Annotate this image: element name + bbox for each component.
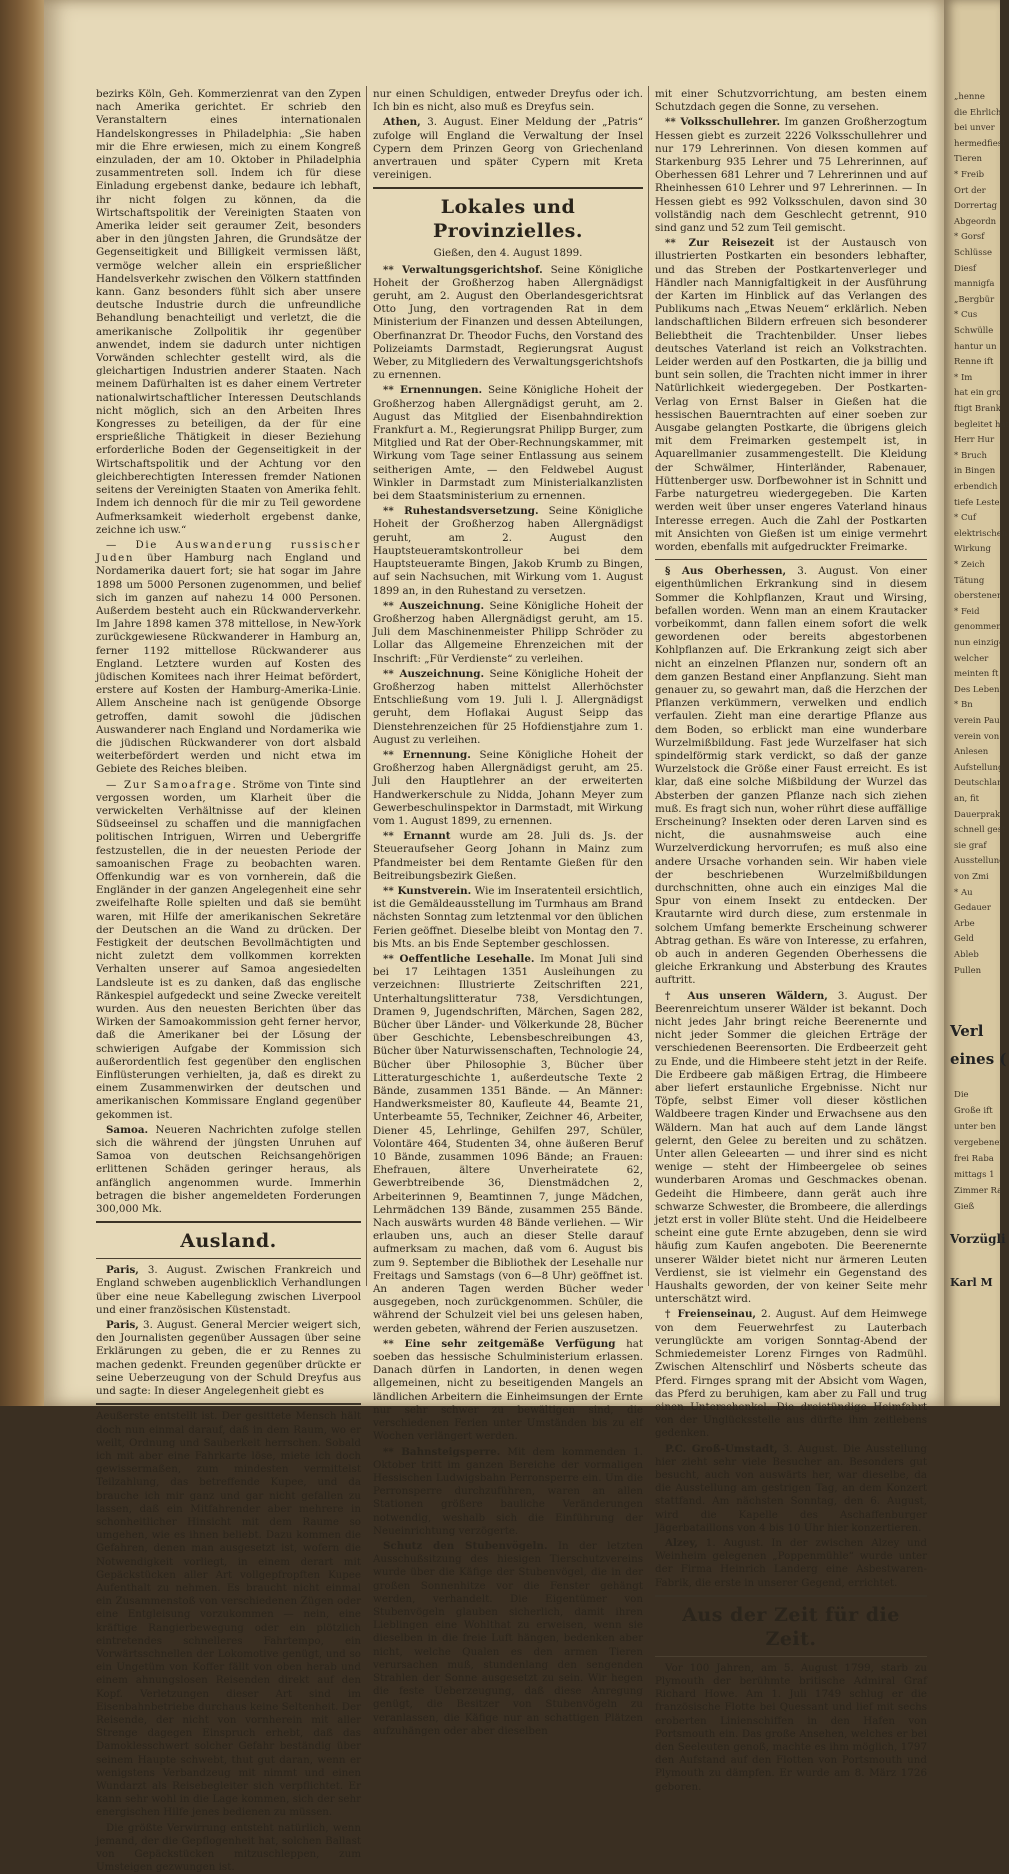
paragraph — [373, 1338, 643, 1444]
article-lead: Paris, — [106, 1319, 139, 1332]
adjacent-line: Herr Hur — [954, 435, 995, 446]
paragraph — [373, 1540, 643, 1738]
adjacent-line: Die — [954, 1090, 969, 1100]
article-text: Im ganzen Großherzogtum Hessen giebt es zurzeit 2226 Volksschullehrer und nur 179 Lehrerinnen. Von diesen kommen auf Starkenburg 935 Lehrer und 75 Lehrerinnen, auf Oberhessen 681 Lehrer und 7 Lehrerinnen und auf Rheinhessen 610 Lehrer und 97 Lehrerinnen. — In Hessen giebt es 992 Volksschulen, davon sind 30 vollständig nach dem Geschlecht getrennt, 910 sind ganz und 52 zum Teil gemischt. — [655, 116, 927, 235]
adjacent-line: Des Lebens — [954, 684, 1004, 695]
section-divider — [655, 1656, 927, 1657]
adjacent-line: hat ein gro — [954, 388, 1002, 399]
adjacent-line: in Bingen — [954, 466, 996, 477]
adjacent-line: erbendich — [954, 482, 998, 492]
adjacent-line: Abgeordn — [954, 216, 997, 227]
article-lead: ** Auszeichnung. — [383, 599, 485, 612]
adjacent-line: Schlüsse — [954, 248, 993, 258]
adjacent-line: „Bergbür — [954, 294, 995, 305]
adjacent-line: * Zeich — [954, 560, 985, 570]
adjacent-line: hantur un — [954, 341, 997, 352]
adjacent-line: Geld — [954, 934, 974, 945]
article-lead: Alzey, — [665, 1536, 698, 1549]
paragraph — [96, 1264, 361, 1317]
adjacent-line: welcher — [954, 653, 989, 664]
adjacent-line: Dorrertag — [954, 201, 998, 212]
adjacent-line: hermedfiest — [954, 138, 1006, 149]
article-lead: ** Ernennung. — [383, 748, 471, 761]
paragraph: bezirks Köln, Geh. Kommerzienrat van den Zypen nach Amerika gerichtet. Er schrieb den Veranstaltern eines internationalen Handelskongresses in Philadelphia: „Sie haben mir die Ehre erwiesen, mich zu einem Kongreß einzuladen, der am 10. Oktober in Philadelphia zusammentreten soll. Indem ich für diese Einladung ergebenst danke, bedaure ich lebhaft, ihr nicht folgen zu können, da die Wirtschaftspolitik der Vereinigten Staaten von Amerika leider seit geraumer Zeit, besonders aber in den jüngsten Jahren, die Grundsätze der Gegenseitigkeit und Billigkeit vermissen läßt, vermöge welcher allein ein ersprießlicher Handelsverkehr zwischen den Völkern stattfinden kann. Ganz besonders fühlt sich aber unsere deutsche Industrie durch die unfreundliche Behandlung benachteiligt und verletzt, die die amerikanische Zollpolitik ihr gegenüber anwendet, indem sie dadurch unter nichtigen Vorwänden schlechter gestellt wird, als die gleichartigen Industrien anderer Staaten. Nach meinem Dafürhalten ist es daher einem Vertreter nationalwirtschaftlicher Interessen Deutschlands nicht möglich, sich an den Arbeiten Ihres Kongresses zu beteiligen, da der für eine ersprießliche Thätigkeit in dieser Beziehung erforderliche Boden der Gegenseitigkeit in der Wirtschaftspolitik und der Achtung vor den gleichberechtigten Interessen fremder Nationen seitens der Vereinigten Staaten von Amerika fehlt. Indem ich dennoch für die mir zu Teil gewordene Aufmerksamkeit wiederholt ergebenst danke, zeichne ich usw.“ — [96, 88, 361, 536]
adjacent-line: Ausstellung — [954, 856, 1005, 867]
article-lead: ** Oeffentliche Lesehalle. — [383, 952, 535, 965]
paragraph — [655, 116, 927, 235]
article-text: über Hamburg nach England und Nordamerika dauert fort; sie hat sogar im Jahre 1898 um 5000 Personen zugenommen, und belief sich im ganzen auf nahezu 14 000 Personen. Außerdem besteht auch ein Rückwanderverkehr. Im Jahre 1898 kamen 378 mittellose, in New-York zurückgewiesene Rückwanderer in Hamburg an, ferner 1192 mittellose Rückwanderer aus England. Letztere wurden auf Kosten des jüdischen Komitees nach ihrer Heimat befördert, erstere auf Kosten der Hamburg-Amerika-Linie. Allem Anscheine nach ist genügende Obsorge getroffen, damit sowohl die jüdischen Auswanderer nach England und Nordamerika wie die jüdischen Rückwanderer von dort alsbald weiterbefördert werden und nicht etwa im Gebiete des Reiches bleiben. — [96, 552, 361, 776]
paragraph — [373, 668, 643, 747]
article-text: ist der Austausch von illustrierten Postkarten ein besonders lebhafter, und das Streben der Postkartenverleger und Händler nach Mannigfaltigkeit in der Ausführung der Karten im Hinblick auf das Verlangen des Publikums nach „Etwas Neuem“ erklärlich. Neben landschaftlichen Bildern erfreuen sich besonderer Beliebtheit die Trachtenbilder. Unser liebes deutsches Vaterland ist reich an Volkstrachten. Leider werden auf den Postkarten, die ja billig und bunt sein sollen, die Trachten nicht immer in ihrer Natürlichkeit wiedergegeben. Der Postkarten-Verlag von Ernst Balser in Gießen hat die hessischen Bauerntrachten auf einer soeben zur Ausgabe gelangten Postkarte, die übrigens gleich mit dem Freimarken gestempelt ist, in Aquarellmanier zusammengestellt. Die Kleidung der Schwälmer, Hinterländer, Rabenauer, Hüttenberger usw. Dorfbewohner ist in Schnitt und Farbe naturgetreu wiedergegeben. Die Karten werden weit über unser engeres Vaterland hinaus Interesse erregen. Auch die Zahl der Postkarten mit Ansichten von Gießen ist um einige vermehrt worden, ebenfalls mit aufgedruckter Freimarke. — [655, 237, 927, 553]
column-1 — [96, 88, 361, 1874]
adjacent-line: Tieren — [954, 154, 982, 165]
paragraph — [373, 264, 643, 383]
article-lead: † Aus unseren Wäldern, — [665, 989, 828, 1002]
adjacent-line: * Freib — [954, 170, 985, 180]
paragraph — [655, 237, 927, 554]
article-lead: ** Volksschullehrer. — [665, 116, 781, 129]
article-lead: — Zur Samoafrage. — [106, 778, 238, 791]
article-text: Im Monat Juli sind bei 17 Leihtagen 1351 Ausleihungen zu verzeichnen: Illustrierte Zeitschriften 221, Unterhaltungslitteratur 738, Versdichtungen, Dramen 9, Jugendschriften, Märchen, Sagen 282, Bücher über Länder- und Völkerkunde 28, Bücher über Geschichte, Lebensbeschreibungen 43, Bücher über Naturwissenschaften, Technologie 24, Bücher über Philosophie 3, Bücher über Litteraturgeschichte 1, außerdeutsche Texte 2 Bände, zusammen 1351 Bände. — An Männer: Handwerksmeister 80, Kaufleute 44, Beamte 21, Unterbeamte 55, Techniker, Zeichner 46, Arbeiter, Diener 45, Lehrlinge, Gehilfen 297, Schüler, Volontäre 464, Studenten 34, ohne äußeren Beruf 10 Bände, zusammen 1096 Bände; an Frauen: Ehefrauen, ältere Unverheiratete 62, Gewerbtreibende 36, Dienstmädchen 2, Arbeiterinnen 9, Beamtinnen 7, junge Mädchen, Lehrmädchen 139 Bände, zusammen 255 Bände. Nach auswärts wurden 48 Bände verliehen. — Wir erlauben uns, auch an dieser Stelle darauf aufmerksam zu machen, daß vom 6. August bis zum 9. September die Bibliothek der Lesehalle nur Freitags und Samstags (von 6—8 Uhr) geöffnet ist. An anderen Tagen werden Bücher weder ausgegeben, noch zurückgenommen. Schüler, die während der Schulzeit viel bei uns gelesen haben, werden gebeten, während der Ferien auszusetzen. — [373, 952, 643, 1335]
adjacent-line: Wirkung — [954, 544, 991, 555]
section-heading-lokales: Lokales und Provinzielles. — [433, 196, 583, 243]
adjacent-line: Ableb — [954, 950, 979, 960]
paragraph: Aeußerste entstellt ist. Der gesittete Mensch hält doch nun einmal darauf, daß in dem Raum, wo er weilt, Ordnung und Sauberkeit herrschen. Sobald ich mit aber eine Fahrkarte löse, miete ich doch gewissermaßen, zum mindesten vermittelst Teilzahlung, das betreffende Kupee, und da brauche ich mir ganz und gar nicht gefallen zu lassen, daß ein Mitfahrender aber mehrere in schonheitlicher Hinsicht mit dem Raume so umgehen, wie es ihnen beliebt. Dazu kommen die Gefahren, denen man ausgesetzt ist, wofern die Notwendigkeit vorliegt, in einem derart mit Gepäckstücken aller Art vollgepfropften Kupee Aufenthalt zu nehmen. Es braucht nicht einmal ein Zusammenstoß von verschiedenen Zügen oder eine Entgleisung vorzukommen — nein, eine kräftige Rangierbewegung oder ein plötzlich eintretendes schnelleres Fahrtempo, ein Vorwärtsschnellen der Lokomotive genügt, und so ein Ungetüm von Koffer fällt von oben herab und einem ahnungslosen Reisenden direkt auf den Kopf. Verletzungen dieser Art sind im Eisenbahnbetriebe durchaus keine Seltenheit. Der Reisende, der nicht von vornherein mit aller Strenge dagegen Einspruch erhebt, daß das Damoklesschwert solcher Gefahr beständig über seinem Haupte schwebt, thut gut daran, wenn er wenigstens Verbandzeug mit nimmt und einen Wundarzt als Reisebegleiter sich verpflichtet. Er kann sehr wohl in die Lage kommen, sich der sehr energischen Hilfe jenes bedienen zu müssen. — [96, 1410, 361, 1819]
article-text: 1. August. In der zwischen Alzey und Weinheim gelegenen „Poppenmühle“ wurde unter der Firma Heinrich Landerg eine Asbestwaren-Fabrik, die erste in unserer Gegend, errichtet. — [655, 1536, 927, 1589]
paragraph — [373, 505, 643, 597]
adjacent-line: meinten ft — [954, 669, 999, 680]
article-text: 3. August. Einer Meldung der „Patris“ zufolge will England die Verwaltung der Insel Cypern dem Prinzen Georg von Griechenland anvertrauen und später Cypern mit Kreta vereinigen. — [373, 116, 643, 182]
article-text: Seine Königliche Hoheit der Großherzog haben Allergnädigst geruht, am 2. August das Mitglied der Eisenbahndirektion Frankfurt a. M., Regierungsrat Philipp Burger, zum Mitglied und Rat der Ober-Rechnungskammer, mit Wirkung vom Tage seiner Entlassung aus seinem seitherigen Amte, — den Feldwebel August Winkler in Darmstadt zum Ministerialkanzlisten bei dem Staatsministerium zu ernennen. — [373, 384, 643, 503]
article-text: 3. August. Die Ausstellung hier zieht sehr viele Besucher an. Besonders gut besucht, auch von auswärts her, war dieselbe, da die Ausstellung am gestrigen Tag, an dem Konzert stattfand. Am nächsten Sonntag, den 6. August, wird die Kapelle des Aschaffenburger Jägerbataillons von 4 bis 10 Uhr hier konzertieren. — [655, 1442, 927, 1534]
adjacent-line: * Bruch — [954, 450, 987, 461]
adjacent-line: * Cuf — [954, 513, 977, 524]
article-text: 3. August. General Mercier weigert sich, den Journalisten gegenüber Aussagen über seine Erklärungen zu geben, die er zu Rennes zu machen gedenkt. Freunden gegenüber drückte er seine Ueberzeugung von der Schuld Dreyfus aus und sagte: In dieser Angelegenheit giebt es — [96, 1319, 361, 1398]
paragraph — [373, 1446, 643, 1538]
adjacent-line: Ort der — [954, 185, 986, 196]
article-text: Seine Königliche Hoheit der Großherzog haben Allergnädigst geruht, am 15. Juli dem Maschinenmeister Philipp Schröder zu Lollar das Allgemeine Ehrenzeichen mit der Inschrift: „Für Verdienste“ zu verleihen. — [373, 599, 644, 665]
article-lead: ** Eine sehr zeitgemäße Verfügung — [383, 1337, 616, 1350]
feuilleton-divider — [96, 1403, 361, 1405]
paragraph — [373, 600, 643, 666]
dateline: Gießen, den 4. August 1899. — [433, 247, 583, 260]
paragraph — [655, 990, 927, 1307]
paragraph — [96, 779, 361, 1122]
article-text: Ströme von Tinte sind vergossen worden, um Klarheit über die verwickelten Verhältnisse auf der kleinen Südseeinsel zu schaffen und die mannigfachen politischen Intriguen, Wirren und Uebergriffe festzustellen, die in der neuesten Periode der samoanischen Frage zu beobachten waren. Offenkundig war es von vornherein, daß die Engländer in der ganzen Angelegenheit eine sehr zweifelhafte Rolle spielten und daß sie bemüht waren, mit Hilfe der amerikanischen Sekretäre der Deutschen an die Wand zu drücken. Der Festigkeit der deutschen Bevollmächtigten und nicht zuletzt dem vollkommen korrekten Verhalten unserer auf Samoa angesiedelten Landsleute ist es zu danken, daß das englische Ränkespiel aufgedeckt und seine Zwecke vereitelt wurden. Aus den neuesten Berichten über das Wirken der Samoakommission geht ferner hervor, daß die Amerikaner bei der Lösung der schwierigen Aufgabe der Kommission sich außerordentlich fest gegenüber den englischen Einflüsterungen verhielten, ja, daß es direkt zu einem Zusammenwirken der deutschen und amerikanischen Kommissare England gegenüber gekommen ist. — [96, 778, 361, 1121]
article-lead: ** Kunstverein. — [383, 884, 472, 897]
paragraph — [96, 1319, 361, 1398]
section-divider — [96, 1221, 361, 1223]
adjacent-line: * Au — [954, 887, 973, 898]
adjacent-line: „henne — [954, 92, 985, 102]
article-lead: § Aus Oberhessen, — [665, 565, 787, 578]
section-heading-ausland: Ausland. — [180, 1230, 277, 1253]
adjacent-heading-1: Verl — [950, 1022, 984, 1040]
paragraph: Vor 100 Jahren, am 5. August 1799, starb zu Plymouth der berühmte britische Admiral Graf Richard Howe. Am 1. Juli 1749 schlug er die französische Flotte bei Quessant und lief mit sechs eroberten Linienschiffen in den Hafen von Portsmouth ein. Das große Ansehen, welches er bei den Seeleuten genoß, machte es ihm möglich, 1797 den Aufstand auf den Flotten von Portsmouth und Plymouth zu dämpfen. Er wurde am 8. März 1726 geboren. — [655, 1661, 927, 1793]
adjacent-line: Große ift — [954, 1106, 993, 1116]
article-lead: Athen, — [383, 116, 421, 129]
article-lead: Paris, — [106, 1264, 139, 1277]
article-lead: † Freienseinau, — [665, 1308, 757, 1321]
section-heading-zeit: Aus der Zeit für die Zeit. — [682, 1603, 900, 1650]
adjacent-line: Renne ift — [954, 357, 994, 368]
adjacent-line: bei unver — [954, 123, 995, 134]
article-lead: ** Auszeichnung. — [383, 667, 485, 680]
adjacent-heading-4: Karl M — [950, 1276, 993, 1289]
adjacent-line: unter ben — [954, 1122, 997, 1132]
column-3 — [655, 88, 927, 1793]
adjacent-line: Zimmer Ra — [954, 1186, 1003, 1196]
paragraph: nur einen Schuldigen, entweder Dreyfus oder ich. Ich bin es nicht, also muß es Dreyfus sein. — [373, 88, 643, 114]
adjacent-line: Gieß — [954, 1202, 975, 1212]
adjacent-heading-3: Vorzügli — [950, 1232, 1006, 1246]
article-text: 2. August. Auf dem Heimwege von dem Feuerwehrfest zu Lauterbach verunglückte am vorigen Sonntag-Abend der Schmiedemeister Lorenz Firnges von Radmühl. Zwischen Altenschlirf und Nösberts scheute das Pferd. Firnges sprang mit der Absicht vom Wagen, das Pferd zu beruhigen, kam aber zu Fall und trug einen Unterschenkel. Die dreistündige Heimfahrt von der Unglücksstelle aus dürfte ihm zeitlebens gedenken. — [655, 1308, 927, 1440]
adjacent-line: verein von — [954, 731, 1000, 742]
adjacent-line: vergebenen — [954, 1138, 1005, 1148]
adjacent-line: von Zmi — [954, 872, 989, 882]
article-text: 3. August. Von einer eigenthümlichen Erkrankung sind in diesem Sommer die Kohlpflanzen, Kraut und Wirsing, befallen worden. Wenn man an einem Krautacker vorbeikommt, dann fallen einem sofort die welk gewordenen oder bereits abgestorbenen Kohlpflanzen auf. Die Erkrankung zeigt sich aber nicht an einzelnen Pflanzen nur, sondern oft an dem ganzen Bestand einer Anpflanzung. Sieht man genauer zu, so gewahrt man, daß die Herzchen der Pflanzen verkümmern, verwelken und endlich verfaulen. Zieht man eine derartige Pflanze aus dem Boden, so erblickt man eine wunderbare Wurzelmißbildung. Fast jede Wurzelfaser hat sich spindelförmig stark verdickt, so daß der ganze Wurzelstock die Größe einer Faust erreicht. Es ist klar, daß eine solche Mißbildung der Wurzel das Absterben der ganzen Pflanze nach sich ziehen muß. Es fragt sich nun, woher rührt diese auffällige Erscheinung? Insekten oder deren Larven sind es nicht, die ausnahmsweise auch eine Wurzelverdickung hervorrufen; es muß also eine andere Ursache vorhanden sein. Wir haben viele der beschriebenen Wurzelmißbildungen durchschnitten, ohne auch ein einziges Mal die Spur von einem Insekt zu entdecken. Der Krautarnte wird durch diese, zum erstenmale in solchem Umfang bemerkte Erscheinung schwerer Abtrag gethan. Es wäre von Interesse, zu erfahren, ob auch in anderen Gegenden Oberhessens die gleiche Erkrankung und Absterbung des Krautes auftritt. — [655, 565, 927, 987]
book-binding — [0, 0, 44, 1406]
article-text: Seine Königliche Hoheit der Großherzog haben Allergnädigst geruht, am 2. August den Oberlandesgerichtsrat Otto Jung, den vortragenden Rat in dem Ministerium der Finanzen und dessen Abteilungen, Oberfinanzrat Dr. Theodor Fuchs, den Vorstand des Polizeiamts Darmstadt, Regierungsrat August Weber, zu Mitgliedern des Verwaltungsgerichtshofs zu ernennen. — [373, 263, 643, 382]
article-text: Wie im Inseratenteil ersichtlich, ist die Gemäldeausstellung im Turmhaus am Brand nächsten Sonntag zum letztenmal vor den üblichen Ferien geöffnet. Dieselbe bleibt von Montag den 7. bis Mts. an bis Ende September geschlossen. — [373, 884, 643, 950]
adjacent-line: Pullen — [954, 965, 982, 976]
adjacent-line: mannigfa — [954, 279, 995, 290]
adjacent-line: an, fit — [954, 794, 980, 804]
column-rule-2 — [648, 86, 649, 1286]
paragraph — [655, 1308, 927, 1440]
paragraph — [373, 384, 643, 503]
adjacent-heading-2: eines ( — [950, 1050, 1007, 1068]
adjacent-line: Tätung — [954, 575, 985, 586]
paragraph — [373, 885, 643, 951]
column-rule-1 — [366, 86, 367, 1286]
adjacent-line: genommen — [954, 622, 1002, 633]
column-2 — [373, 88, 644, 1737]
article-lead: ** Verwaltungsgerichtshof. — [383, 263, 543, 276]
adjacent-line: * Feid — [954, 606, 980, 617]
article-text: Mit dem kommenden 1. Oktober tritt im ganzen Bereiche der vormaligen Hessischen Ludwigsbahn Perronsperre ein. Um die Perronsperre durchzuführen, waren an allen Stationen größere bauliche Veränderungen notwendig, weshalb sich die Einführung der Neueinrichtung verzögerte. — [373, 1445, 643, 1537]
section-divider — [655, 559, 927, 560]
paragraph — [96, 539, 361, 777]
adjacent-line: begleitet hat — [954, 419, 1009, 430]
adjacent-line: tiefe Leste — [954, 497, 1000, 508]
paragraph: mit einer Schutzvorrichtung, am besten einem Schutzdach gegen die Sonne, zu versehen. — [655, 88, 927, 114]
paragraph — [373, 953, 643, 1336]
article-lead: ** Ernannt — [383, 830, 451, 843]
adjacent-line: schnell gest — [954, 825, 1006, 836]
article-text: Seine Königliche Hoheit der Großherzog haben Allergnädigst geruht, am 25. Juli den Hauptlehrer an der erweiterten Handwerkerschule zu Nidda, Johann Meyer zum Gewerbeschulinspektor in Darmstadt, mit Wirkung vom 1. August 1899, zu ernennen. — [373, 748, 643, 827]
paragraph — [655, 1537, 927, 1590]
article-lead: ** Bahnsteigsperre. — [383, 1445, 501, 1458]
paragraph — [96, 1124, 361, 1216]
adjacent-line: elektrischen — [954, 528, 1008, 539]
section-divider — [96, 1258, 361, 1259]
adjacent-line: * Gorsf — [954, 232, 985, 243]
adjacent-line: mittags 1 — [954, 1170, 995, 1180]
adjacent-line: Gedauer — [954, 903, 991, 914]
article-text: In der letzten Ausschußsitzung des hiesigen Tierschutzvereins wurde über die Käfige der Stubenvögel, die in der großen Sonnenhitze vor die Fenster gehängt werden, verhandelt. Die Eigentümer von Stubenvögeln glauben sicherlich, damit ihren Lieblingen eine Wohlthat zu erweisen, wenn sie dieselben in die freie Luft hängen, bedenken aber nicht, welche Qualen es den armen Tieren verursachen muß, stundenlang den sengenden Strahlen der Sonne ausgesetzt zu sein. Wir hegen die feste Ueberzeugung, daß diese Anregung genügt, die Besitzer von Stubenvögeln zu veranlassen, die Käfige nur an schattigen Plätzen aufzuhängen oder aber dieselben — [373, 1539, 643, 1737]
article-lead: ** Zur Reisezeit — [665, 237, 775, 250]
adjacent-line: Anlesen — [954, 747, 989, 758]
adjacent-line: * Cus — [954, 310, 978, 321]
article-text: Seine Königliche Hoheit der Großherzog haben mittelst Allerhöchster Entschließung vom 19. Juli l. J. Allergnädigst geruht, dem Hoflakai August Seipp das Dienstehrenzeichen für 25 Hofdienstjahre zum 1. August zu verleihen. — [373, 667, 644, 746]
article-lead: Schutz den Stubenvögeln. — [383, 1539, 548, 1552]
adjacent-line: * Bn — [954, 700, 973, 711]
adjacent-line: Schwülle — [954, 326, 994, 336]
paragraph — [655, 1443, 927, 1535]
adjacent-page-fragment — [944, 0, 1009, 1406]
paragraph — [655, 565, 927, 988]
adjacent-line: Deutschlan — [954, 778, 1003, 789]
article-text: 3. August. Der Beerenreichtum unserer Wälder ist bekannt. Doch nicht jedes Jahr bringt reiche Beerenernte und nicht jeder Sommer die gleichen Erträge der verschiedenen Beerensorten. Die Erdbeerzeit geht zu Ende, und die Himbeere steht jetzt in der Reife. Die Erdbeere gab mäßigen Ertrag, die Himbeere aber liefert erstaunliche Ergebnisse. Nicht nur Töpfe, selbst Eimer voll dieser köstlichen Waldbeere tragen Kinder und Erwachsene aus den Wäldern. Man hat auch auf dem Lande längst gelernt, den Gelee zu bereiten und zu schätzen. Unter allen Geleearten — und ihrer sind es nicht wenige — steht der Himbeergelee ob seines wunderbaren Aromas und Geschmackes obenan. Gedeiht die Himbeere, dann gerät auch ihre schwarze Schwester, die Brombeere, die allerdings jetzt erst in voller Blüte steht. Und die Heidelbeere scheint eine gute Ernte abzugeben, denn sie wird häufig zum Kaufen angeboten. Die Beerenernte unserer Wälder bietet nicht nur ärmeren Leuten Verdienst, sie ist vielmehr ein Gegenstand des Haushalts geworden, der von keiner Seite mehr unterschätzt wird. — [655, 989, 927, 1306]
article-lead: — Die Auswanderung russischer Juden — [96, 538, 361, 565]
paragraph — [373, 116, 643, 182]
adjacent-line: ftigt Brank — [954, 404, 1001, 414]
section-divider — [373, 187, 643, 189]
adjacent-line: frei Raba — [954, 1154, 994, 1164]
paragraph — [373, 830, 643, 883]
article-lead: ** Ernennungen. — [383, 384, 483, 397]
paragraph — [373, 749, 643, 828]
article-text: 3. August. Zwischen Frankreich und England schweben augenblicklich Verhandlungen über eine neue Kabellegung zwischen Liverpool und einer französischen Küstenstadt. — [96, 1264, 361, 1316]
adjacent-line: sie graf — [954, 840, 987, 851]
article-lead: P.C. Groß-Umstadt, — [665, 1442, 778, 1455]
adjacent-line: verein Pau — [954, 716, 1000, 726]
adjacent-line: * Im — [954, 372, 973, 383]
adjacent-line: Dauerprak — [954, 809, 1001, 820]
article-text: Neueren Nachrichten zufolge stellen sich die während der jüngsten Unruhen auf Samoa von deutschen Reichsangehörigen erlittenen Schäden geringer heraus, als anfänglich angenommen wurde. Immerhin betragen die bisher angemeldeten Forderungen 300,000 Mk. — [96, 1123, 361, 1216]
paragraph: Die größte Verwirrung entsteht natürlich, wenn jemand, der die Gepflogenheit hat, solchen Ballast von Gepäckstücken mitzuschleppen, zum Umsteigen gezwungen ist. — [96, 1821, 361, 1874]
article-lead: Samoa. — [106, 1123, 149, 1136]
article-text: wurde am 28. Juli ds. Js. der Steueraufseher Georg Johann in Mainz zum Pfandmeister bei dem Rentamte Gießen für den Beitreibungsbezirk Gießen. — [373, 830, 644, 882]
adjacent-line: oberstenen — [954, 591, 1003, 602]
article-text: hat soeben das hessische Schulministerium erlassen. Danach dürfen in Landorten, in denen wegen allgemeinen, nicht zu beseitigenden Mangels an ländlichen Arbeitern die Einheimsungen der Ernte nur sehr schwer zu bewältigen sind, die verschiedenen Ferien unter Umständen bis zu elf Wochen verlängert werden. — [373, 1337, 643, 1443]
adjacent-line: die Ehrlich — [954, 107, 1002, 118]
adjacent-line: Diesf — [954, 263, 977, 274]
article-text: Seine Königliche Hoheit der Großherzog haben Allergnädigst geruht, am 2. August den Hauptsteueramtskontrolleur bei dem Hauptsteueramte Bingen, Jakob Krumb zu Bingen, auf sein Nachsuchen, mit Wirkung vom 1. August 1899 an, in den Ruhestand zu versetzen. — [373, 505, 643, 597]
adjacent-line: Aufstellung — [954, 762, 1004, 773]
article-lead: ** Ruhestandsversetzung. — [383, 505, 539, 518]
section-divider — [655, 1595, 927, 1597]
adjacent-line: Arbe — [954, 918, 975, 929]
adjacent-line: nun einzige — [954, 638, 1005, 648]
